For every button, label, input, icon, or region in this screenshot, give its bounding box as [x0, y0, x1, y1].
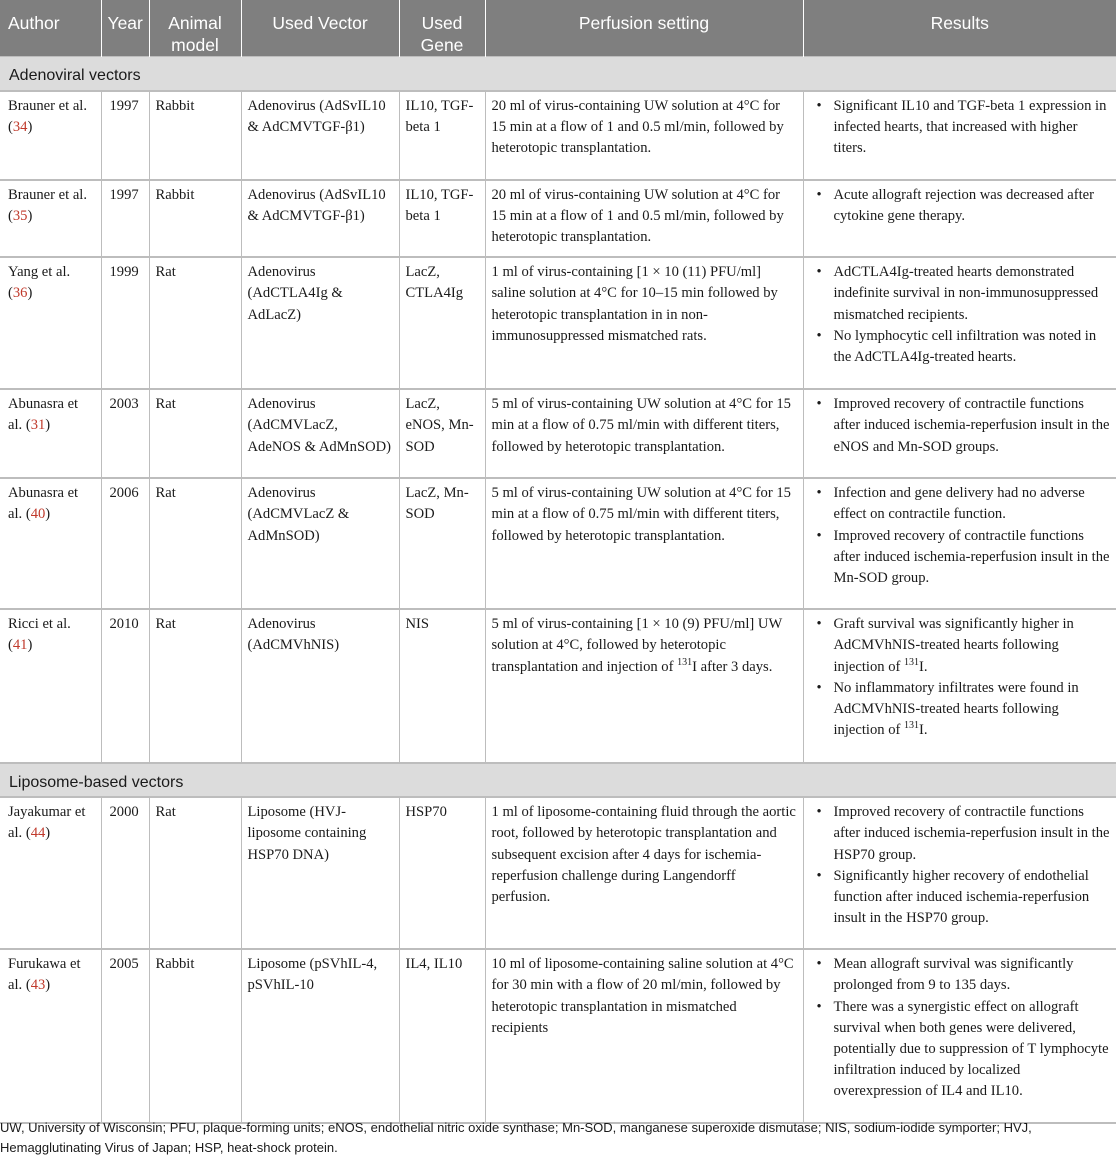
table-row: [0, 91, 1116, 180]
section-title: Adenoviral vectors: [0, 57, 1116, 91]
perfusion-cell: 5 ml of virus-containing UW solution at 4°C for 15 min at a flow of 0.75 ml/min with different titers, followed by heterotopic transplantation.: [485, 389, 803, 478]
section-title: Liposome-based vectors: [0, 763, 1116, 797]
year-cell: 2010: [101, 609, 149, 763]
header-used-vector: Used Vector: [241, 0, 399, 57]
vector-cell: Adenovirus (AdCTLA4Ig & AdLacZ): [241, 257, 399, 389]
year-cell: 1997: [101, 91, 149, 180]
perfusion-cell: 20 ml of virus-containing UW solution at 4°C for 15 min at a flow of 1 and 0.5 ml/min, followed by heterotopic transplantation.: [485, 91, 803, 180]
author-cell: Yang et al. (36): [0, 257, 101, 389]
perfusion-cell: 1 ml of virus-containing [1 × 10 (11) PFU/ml] saline solution at 4°C for 10–15 min followed by heterotopic transplantation in in non-immunosuppressed mismatched rats.: [485, 257, 803, 389]
animal-cell: Rabbit: [149, 949, 241, 1123]
table-row: [0, 389, 1116, 478]
animal-cell: Rat: [149, 797, 241, 949]
header-animal-model: Animal model: [149, 0, 241, 57]
vector-cell: Adenovirus (AdCMVhNIS): [241, 609, 399, 763]
result-item: • Improved recovery of contractile functions after induced ischemia-reperfusion insult in the eNOS and Mn-SOD groups.: [834, 394, 1111, 458]
animal-cell: Rat: [149, 478, 241, 609]
vector-cell: Liposome (pSVhIL-4, pSVhIL-10: [241, 949, 399, 1123]
author-cell: Brauner et al. (34): [0, 91, 101, 180]
table-row: [0, 180, 1116, 258]
animal-cell: Rat: [149, 609, 241, 763]
animal-cell: Rat: [149, 257, 241, 389]
results-cell: [803, 91, 1116, 180]
reference-link[interactable]: 43: [30, 977, 46, 994]
table-row: [0, 949, 1116, 1123]
result-item: • Acute allograft rejection was decreased after cytokine gene therapy.: [834, 185, 1111, 227]
result-item: • Mean allograft survival was significantly prolonged from 9 to 135 days.: [834, 954, 1111, 996]
header-author: Author: [0, 0, 101, 57]
year-cell: 1997: [101, 180, 149, 258]
results-cell: [803, 257, 1116, 389]
gene-cell: IL10, TGF-beta 1: [399, 91, 485, 180]
result-item: • Significant IL10 and TGF-beta 1 expression in infected hearts, that increased with higher titers.: [834, 96, 1111, 160]
results-cell: [803, 478, 1116, 609]
vector-cell: Adenovirus (AdCMVLacZ & AdMnSOD): [241, 478, 399, 609]
animal-cell: Rabbit: [149, 180, 241, 258]
gene-cell: IL4, IL10: [399, 949, 485, 1123]
year-cell: 1999: [101, 257, 149, 389]
section-row-liposome: [0, 763, 1116, 797]
perfusion-cell: 5 ml of virus-containing UW solution at 4°C for 15 min at a flow of 0.75 ml/min with different titers, followed by heterotopic transplantation.: [485, 478, 803, 609]
reference-link[interactable]: 41: [12, 637, 28, 654]
results-cell: [803, 949, 1116, 1123]
result-item: • AdCTLA4Ig-treated hearts demonstrated indefinite survival in non-immunosuppressed mismatched recipients.: [834, 262, 1111, 326]
header-year: Year: [101, 0, 149, 57]
result-item: • No inflammatory infiltrates were found in AdCMVhNIS-treated hearts following injection of $^{131}$I.: [834, 678, 1111, 742]
gene-cell: LacZ, eNOS, Mn-SOD: [399, 389, 485, 478]
header-used-gene: Used Gene: [399, 0, 485, 57]
result-item: • Graft survival was significantly higher in AdCMVhNIS-treated hearts following injection of $^{131}$I.: [834, 614, 1111, 678]
year-cell: 2005: [101, 949, 149, 1123]
animal-cell: Rat: [149, 389, 241, 478]
vector-cell: Adenovirus (AdSvIL10 & AdCMVTGF-β1): [241, 91, 399, 180]
gene-cell: IL10, TGF-beta 1: [399, 180, 485, 258]
author-cell: Ricci et al. (41): [0, 609, 101, 763]
result-item: • Significantly higher recovery of endothelial function after induced ischemia-reperfusion insult in the HSP70 group.: [834, 866, 1111, 930]
reference-link[interactable]: 31: [30, 417, 46, 434]
section-row-adenoviral: [0, 57, 1116, 91]
gene-cell: LacZ, CTLA4Ig: [399, 257, 485, 389]
table-row: [0, 609, 1116, 763]
year-cell: 2003: [101, 389, 149, 478]
table-footnote: UW, University of Wisconsin; PFU, plaque-forming units; eNOS, endothelial nitric oxide synthase; Mn-SOD, manganese superoxide dismutase; NIS, sodium-iodide symporter; HVJ, Hemagglutinating Virus of Japan; HSP, heat-shock protein.: [0, 1120, 1032, 1155]
result-item: • Improved recovery of contractile functions after induced ischemia-reperfusion insult in the HSP70 group.: [834, 802, 1111, 866]
author-cell: Brauner et al. (35): [0, 180, 101, 258]
reference-link[interactable]: 36: [12, 285, 28, 302]
author-cell: Jayakumar et al. (44): [0, 797, 101, 949]
result-item: • Infection and gene delivery had no adverse effect on contractile function.: [834, 483, 1111, 525]
gene-cell: LacZ, Mn-SOD: [399, 478, 485, 609]
author-cell: Abunasra et al. (40): [0, 478, 101, 609]
table-row: [0, 257, 1116, 389]
year-cell: 2000: [101, 797, 149, 949]
vector-cell: Adenovirus (AdSvIL10 & AdCMVTGF-β1): [241, 180, 399, 258]
author-cell: Abunasra et al. (31): [0, 389, 101, 478]
vector-cell: Liposome (HVJ-liposome containing HSP70 DNA): [241, 797, 399, 949]
reference-link[interactable]: 40: [30, 506, 46, 523]
table-row: [0, 478, 1116, 609]
vector-cell: Adenovirus (AdCMVLacZ, AdeNOS & AdMnSOD): [241, 389, 399, 478]
table-row: [0, 797, 1116, 949]
results-cell: [803, 389, 1116, 478]
result-item: • There was a synergistic effect on allograft survival when both genes were delivered, potentially due to suppression of T lymphocyte infiltration induced by localized overexpression of IL4 and IL10.: [834, 997, 1111, 1103]
result-item: • No lymphocytic cell infiltration was noted in the AdCTLA4Ig-treated hearts.: [834, 326, 1111, 368]
results-cell: [803, 797, 1116, 949]
results-cell: [803, 609, 1116, 763]
header-results: Results: [803, 0, 1116, 57]
perfusion-cell: 20 ml of virus-containing UW solution at 4°C for 15 min at a flow of 1 and 0.5 ml/min, followed by heterotopic transplantation.: [485, 180, 803, 258]
reference-link[interactable]: 44: [30, 825, 46, 842]
author-cell: Furukawa et al. (43): [0, 949, 101, 1123]
header-row: [0, 0, 1116, 57]
gene-cell: HSP70: [399, 797, 485, 949]
animal-cell: Rabbit: [149, 91, 241, 180]
results-cell: [803, 180, 1116, 258]
reference-link[interactable]: 35: [12, 207, 28, 224]
header-perfusion-setting: Perfusion setting: [485, 0, 803, 57]
perfusion-cell: 1 ml of liposome-containing fluid through the aortic root, followed by heterotopic transplantation and subsequent excision after 4 days for ischemia-reperfusion challenge during Langendorff perfusion.: [485, 797, 803, 949]
perfusion-cell: 10 ml of liposome-containing saline solution at 4°C for 30 min with a flow of 20 ml/min, followed by heterotopic transplantation in mismatched recipients: [485, 949, 803, 1123]
reference-link[interactable]: 34: [12, 118, 28, 135]
gene-cell: NIS: [399, 609, 485, 763]
result-item: • Improved recovery of contractile functions after induced ischemia-reperfusion insult in the Mn-SOD group.: [834, 526, 1111, 590]
year-cell: 2006: [101, 478, 149, 609]
perfusion-cell: 5 ml of virus-containing [1 × 10 (9) PFU/ml] UW solution at 4°C, followed by heterotopic transplantation and injection of $^{131}$I after 3 days.: [485, 609, 803, 763]
